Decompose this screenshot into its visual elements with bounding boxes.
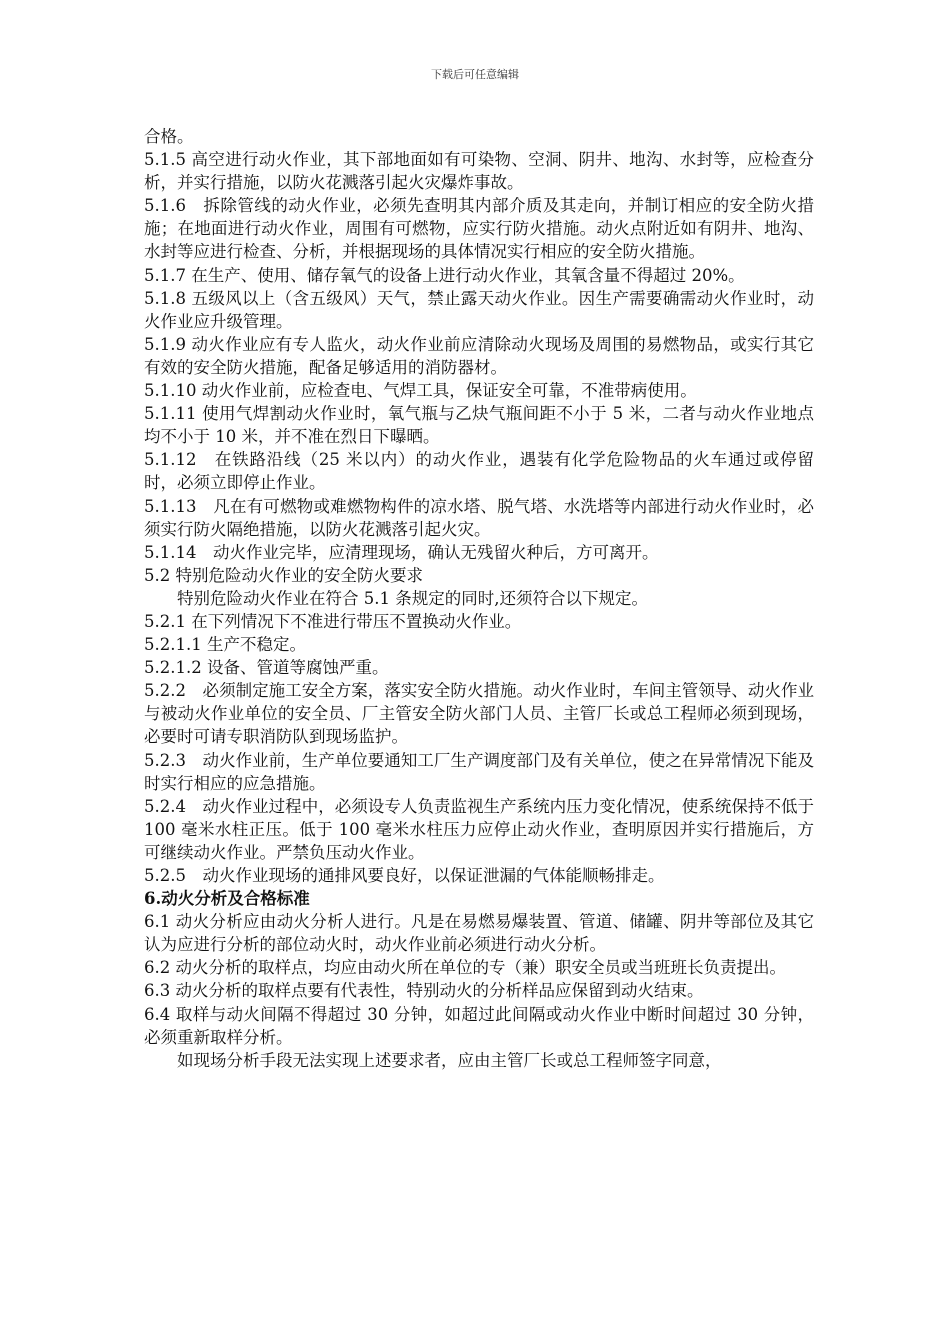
paragraph: 5.2.3 动火作业前，生产单位要通知工厂生产调度部门及有关单位，使之在异常情况下能及时实行相应的应急措施。 xyxy=(144,750,814,793)
paragraph: 5.2.5 动火作业现场的通排风要良好，以保证泄漏的气体能顺畅排走。 xyxy=(144,866,665,885)
paragraph: 5.1.7 在生产、使用、储存氧气的设备上进行动火作业，其氧含量不得超过 20%。 xyxy=(144,265,745,285)
page-header: 下载后可任意编辑 xyxy=(431,68,519,81)
paragraph: 6.4 取样与动火间隔不得超过 30 分钟，如超过此间隔或动火作业中断时间超过 30 分钟，必须重新取样分析。 xyxy=(144,1004,814,1047)
paragraph: 5.2.1 在下列情况下不准进行带压不置换动火作业。 xyxy=(144,611,522,631)
paragraph: 5.1.8 五级风以上（含五级风）天气，禁止露天动火作业。因生产需要确需动火作业时，动火作业应升级管理。 xyxy=(144,288,814,331)
paragraph: 5.2.2 必须制定施工安全方案，落实安全防火措施。动火作业时，车间主管领导、动火作业与被动火作业单位的安全员、厂主管安全防火部门人员、主管厂长或总工程师必须到现场，必要时可请专职消防队到现场监护。 xyxy=(144,681,814,747)
paragraph: 5.1.12 在铁路沿线（25 米以内）的动火作业，遇装有化学危险物品的火车通过或停留时，必须立即停止作业。 xyxy=(144,450,814,493)
paragraph: 特别危险动火作业在符合 5.1 条规定的同时,还须符合以下规定。 xyxy=(177,588,648,608)
paragraph: 5.1.9 动火作业应有专人监火，动火作业前应清除动火现场及周围的易燃物品，或实行其它有效的安全防火措施，配备足够适用的消防器材。 xyxy=(144,334,814,377)
paragraph: 5.1.11 使用气焊割动火作业时，氧气瓶与乙炔气瓶间距不小于 5 米，二者与动火作业地点均不小于 10 米，并不准在烈日下曝晒。 xyxy=(144,404,814,447)
paragraph: 如现场分析手段无法实现上述要求者，应由主管厂长或总工程师签字同意， xyxy=(177,1050,722,1070)
paragraph: 5.1.14 动火作业完毕，应清理现场，确认无残留火种后，方可离开。 xyxy=(144,542,659,562)
paragraph: 5.1.6 拆除管线的动火作业，必须先查明其内部介质及其走向，并制订相应的安全防火措施；在地面进行动火作业，周围有可燃物，应实行防火措施。动火点附近如有阴井、地沟、水封等应进行检查、分析，并根据现场的具体情况实行相应的安全防火措施。 xyxy=(144,196,814,262)
paragraph: 5.1.13 凡在有可燃物或难燃物构件的凉水塔、脱气塔、水洗塔等内部进行动火作业时，必须实行防火隔绝措施，以防火花溅落引起火灾。 xyxy=(144,496,814,539)
document-body xyxy=(144,125,814,1072)
paragraph: 5.2.1.2 设备、管道等腐蚀严重。 xyxy=(144,658,389,678)
paragraph: 5.2.4 动火作业过程中，必须设专人负责监视生产系统内压力变化情况，使系统保持不低于 100 毫米水柱正压。低于 100 毫米水柱压力应停止动火作业，查明原因并实行措施后，方可继续动火作业。严禁负压动火作业。 xyxy=(144,796,814,862)
paragraph: 5.2.1.1 生产不稳定。 xyxy=(144,635,306,655)
paragraph: 6.3 动火分析的取样点要有代表性，特别动火的分析样品应保留到动火结束。 xyxy=(144,981,704,1001)
section-heading: 6.动火分析及合格标准 xyxy=(144,889,310,909)
paragraph: 合格。 xyxy=(144,127,194,146)
section-title: 5.2 特别危险动火作业的安全防火要求 xyxy=(144,565,423,585)
paragraph: 5.1.5 高空进行动火作业，其下部地面如有可染物、空洞、阴井、地沟、水封等，应检查分析，并实行措施，以防火花溅落引起火灾爆炸事故。 xyxy=(144,150,814,193)
paragraph: 5.1.10 动火作业前，应检查电、气焊工具，保证安全可靠，不准带病使用。 xyxy=(144,381,697,401)
paragraph: 6.2 动火分析的取样点，均应由动火所在单位的专（兼）职安全员或当班班长负责提出。 xyxy=(144,958,786,978)
paragraph: 6.1 动火分析应由动火分析人进行。凡是在易燃易爆装置、管道、储罐、阴井等部位及其它认为应进行分析的部位动火时，动火作业前必须进行动火分析。 xyxy=(144,912,814,955)
